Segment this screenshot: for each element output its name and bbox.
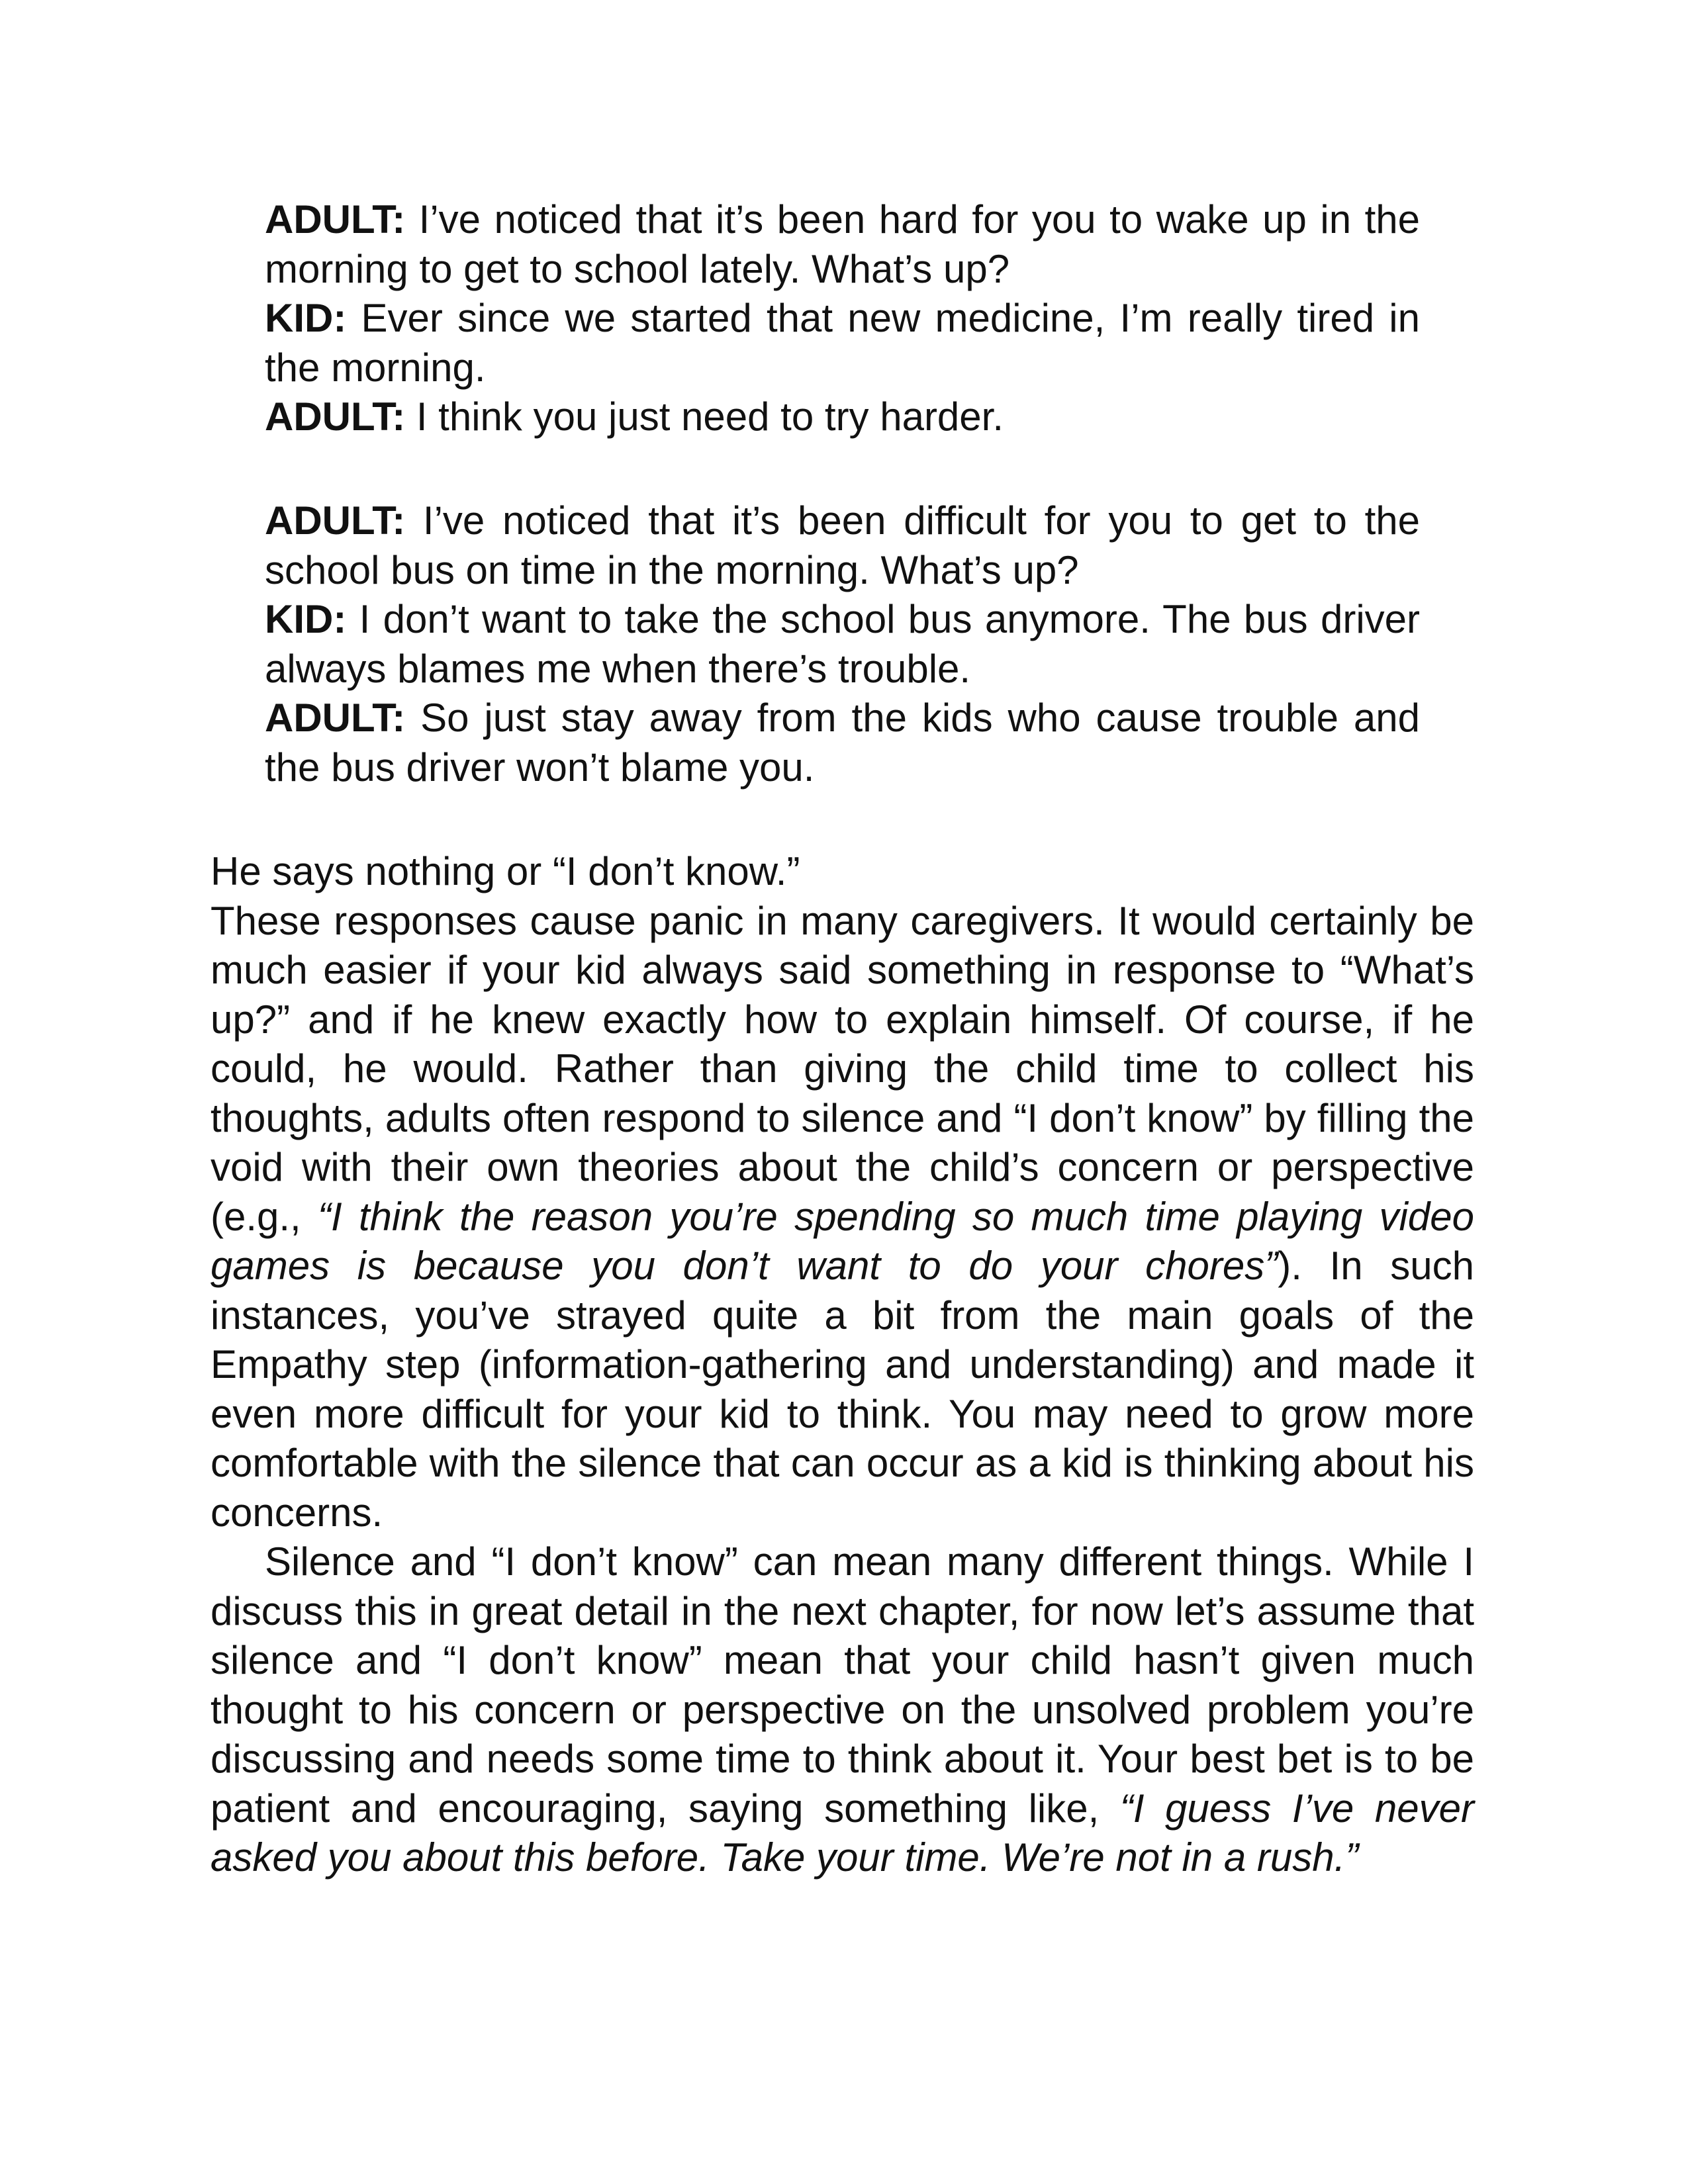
dialog-line xyxy=(265,496,1420,595)
dialog-text: I think you just need to try harder. xyxy=(405,394,1004,439)
dialog-text: I don’t want to take the school bus anymore. The bus driver always blames me when there’s trouble. xyxy=(265,597,1420,691)
speaker-label: ADULT: xyxy=(265,498,406,543)
dialog-example-2 xyxy=(265,496,1420,792)
paragraph-2-quote: “I guess I’ve never asked you about this before. Take your time. We’re not in a rush.” xyxy=(211,1786,1474,1880)
section-lead: He says nothing or “I don’t know.” xyxy=(211,849,800,893)
paragraph-2-text: Silence and “I don’t know” can mean many different things. While I discuss this in great detail in the next chapter, for now let’s assume that silence and “I don’t know” mean that your child hasn’t given much thought to his concern or perspective on the unsolved problem you’re discussing and needs some time to think about it. Your best bet is to be patient and encouraging, saying something like, xyxy=(211,1539,1474,1831)
dialog-text: I’ve noticed that it’s been hard for you to wake up in the morning to get to school lately. What’s up? xyxy=(265,197,1420,291)
speaker-label: KID: xyxy=(265,597,347,641)
paragraph-1 xyxy=(211,897,1474,1538)
speaker-label: ADULT: xyxy=(265,394,406,439)
speaker-label: ADULT: xyxy=(265,696,406,740)
dialog-text: So just stay away from the kids who cause trouble and the bus driver won’t blame you. xyxy=(265,696,1420,790)
dialog-line xyxy=(265,595,1420,694)
dialog-line xyxy=(265,195,1420,294)
dialog-text: Ever since we started that new medicine, I’m really tired in the morning. xyxy=(265,296,1420,390)
dialog-text: I’ve noticed that it’s been difficult for you to get to the school bus on time in the morning. What’s up? xyxy=(265,498,1420,592)
speaker-label: ADULT: xyxy=(265,197,406,242)
dialog-line xyxy=(265,694,1420,792)
paragraph-2 xyxy=(211,1537,1474,1883)
speaker-label: KID: xyxy=(265,296,347,340)
dialog-line xyxy=(265,392,1420,442)
body-text xyxy=(211,847,1474,1883)
dialog-example-1 xyxy=(265,195,1420,442)
dialog-line xyxy=(265,294,1420,392)
paragraph-1-text-b: ). In such instances, you’ve strayed quite a bit from the main goals of the Empathy step (information-gathering and understanding) and made it even more difficult for your kid to think. You may need to grow more comfortable with the silence that can occur as a kid is thinking about his concerns. xyxy=(211,1244,1474,1535)
paragraph-1-text-a: These responses cause panic in many caregivers. It would certainly be much easier if your kid always said something in response to “What’s up?” and if he knew exactly how to explain himself. Of course, if he could, he would. Rather than giving the child time to collect his thoughts, adults often respond to silence and “I don’t know” by filling the void with their own theories about the child’s concern or perspective (e.g., xyxy=(211,898,1474,1239)
paragraph-1-quote: “I think the reason you’re spending so much time playing video games is because you don’t want to do your chores” xyxy=(211,1194,1474,1288)
